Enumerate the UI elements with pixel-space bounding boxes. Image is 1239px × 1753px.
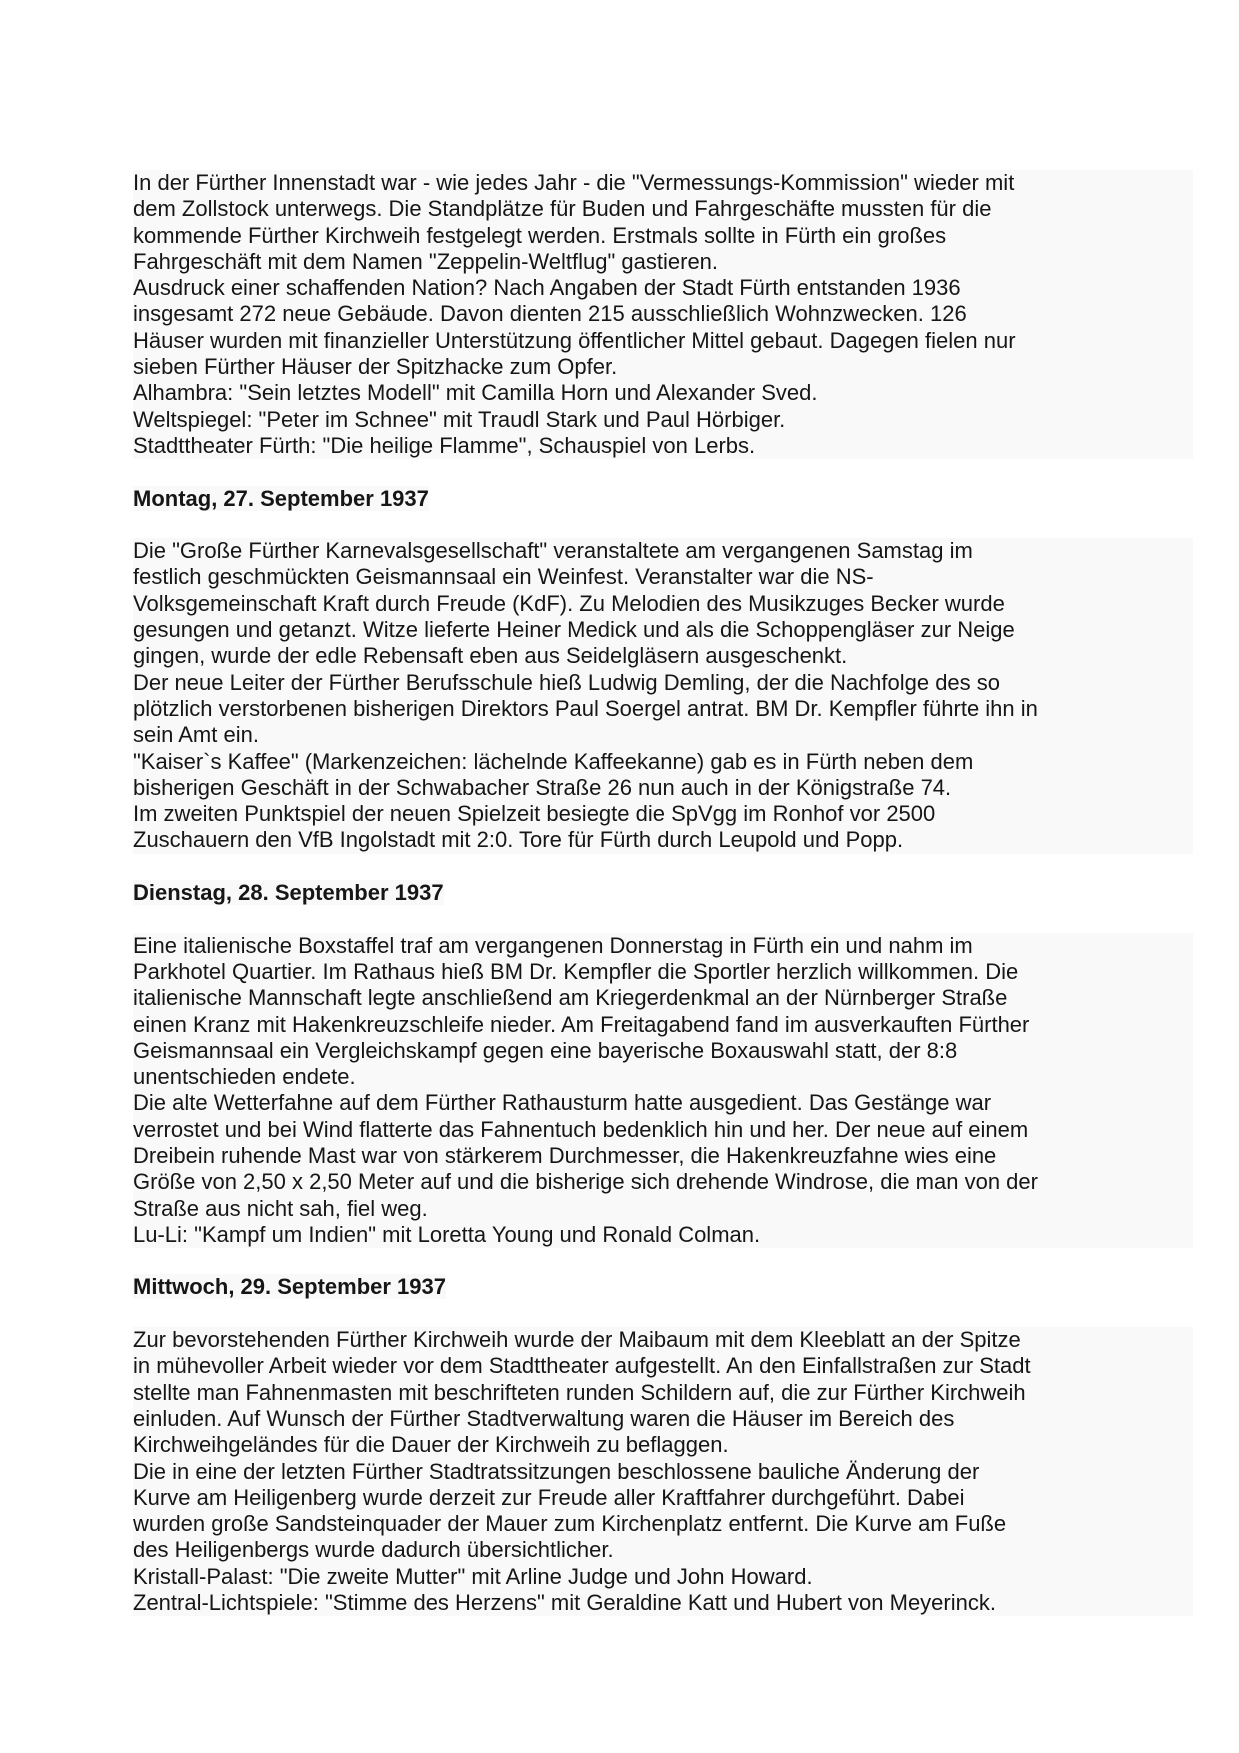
text-line: Die in eine der letzten Fürther Stadtratssitzungen beschlossene bauliche Änderung der xyxy=(133,1459,1193,1485)
text-line: Die "Große Fürther Karnevalsgesellschaft" veranstaltete am vergangenen Samstag im xyxy=(133,538,1193,564)
text-line: einluden. Auf Wunsch der Fürther Stadtverwaltung waren die Häuser im Bereich des xyxy=(133,1406,1193,1432)
paragraph-mittwoch xyxy=(133,1327,1193,1616)
text-line: Zuschauern den VfB Ingolstadt mit 2:0. Tore für Fürth durch Leupold und Popp. xyxy=(133,827,1193,853)
text-line: Zur bevorstehenden Fürther Kirchweih wurde der Maibaum mit dem Kleeblatt an der Spitze xyxy=(133,1327,1193,1353)
text-line: Kristall-Palast: "Die zweite Mutter" mit Arline Judge und John Howard. xyxy=(133,1564,1193,1590)
text-line: dem Zollstock unterwegs. Die Standplätze für Buden und Fahrgeschäfte mussten für die xyxy=(133,196,1193,222)
text-line: italienische Mannschaft legte anschließend am Kriegerdenkmal an der Nürnberger Straße xyxy=(133,985,1193,1011)
text-line: verrostet und bei Wind flatterte das Fahnentuch bedenklich hin und her. Der neue auf einem xyxy=(133,1117,1193,1143)
text-line: festlich geschmückten Geismannsaal ein Weinfest. Veranstalter war die NS- xyxy=(133,564,1193,590)
text-line: des Heiligenbergs wurde dadurch übersichtlicher. xyxy=(133,1537,1193,1563)
section-heading-dienstag xyxy=(133,880,1193,906)
text-line: Geismannsaal ein Vergleichskampf gegen eine bayerische Boxauswahl statt, der 8:8 xyxy=(133,1038,1193,1064)
section-heading-montag-text: Montag, 27. September 1937 xyxy=(133,485,429,511)
text-line: sieben Fürther Häuser der Spitzhacke zum Opfer. xyxy=(133,354,1193,380)
text-line: Kurve am Heiligenberg wurde derzeit zur Freude aller Kraftfahrer durchgeführt. Dabei xyxy=(133,1485,1193,1511)
document-content xyxy=(133,170,1193,1616)
section-heading-mittwoch-text: Mittwoch, 29. September 1937 xyxy=(133,1274,446,1300)
text-line: Fahrgeschäft mit dem Namen "Zeppelin-Weltflug" gastieren. xyxy=(133,249,1193,275)
text-line: plötzlich verstorbenen bisherigen Direktors Paul Soergel antrat. BM Dr. Kempfler führte ihn in xyxy=(133,696,1193,722)
text-line: Dreibein ruhende Mast war von stärkerem Durchmesser, die Hakenkreuzfahne wies eine xyxy=(133,1143,1193,1169)
paragraph-dienstag xyxy=(133,933,1193,1249)
text-line: einen Kranz mit Hakenkreuzschleife nieder. Am Freitagabend fand im ausverkauften Fürther xyxy=(133,1012,1193,1038)
text-line: Weltspiegel: "Peter im Schnee" mit Traudl Stark und Paul Hörbiger. xyxy=(133,407,1193,433)
text-line: Lu-Li: "Kampf um Indien" mit Loretta Young und Ronald Colman. xyxy=(133,1222,1193,1248)
text-line: Größe von 2,50 x 2,50 Meter auf und die bisherige sich drehende Windrose, die man von der xyxy=(133,1169,1193,1195)
text-line: Straße aus nicht sah, fiel weg. xyxy=(133,1196,1193,1222)
text-line: Alhambra: "Sein letztes Modell" mit Camilla Horn und Alexander Sved. xyxy=(133,380,1193,406)
text-line: Häuser wurden mit finanzieller Unterstützung öffentlicher Mittel gebaut. Dagegen fielen nur xyxy=(133,328,1193,354)
text-line: Zentral-Lichtspiele: "Stimme des Herzens" mit Geraldine Katt und Hubert von Meyerinck. xyxy=(133,1590,1193,1616)
text-line: gingen, wurde der edle Rebensaft eben aus Seidelgläsern ausgeschenkt. xyxy=(133,643,1193,669)
text-line: Im zweiten Punktspiel der neuen Spielzeit besiegte die SpVgg im Ronhof vor 2500 xyxy=(133,801,1193,827)
text-line: sein Amt ein. xyxy=(133,722,1193,748)
text-line: Der neue Leiter der Fürther Berufsschule hieß Ludwig Demling, der die Nachfolge des so xyxy=(133,670,1193,696)
text-line: Die alte Wetterfahne auf dem Fürther Rathausturm hatte ausgedient. Das Gestänge war xyxy=(133,1090,1193,1116)
section-heading-mittwoch xyxy=(133,1274,1193,1300)
text-line: Volksgemeinschaft Kraft durch Freude (KdF). Zu Melodien des Musikzuges Becker wurde xyxy=(133,591,1193,617)
text-line: bisherigen Geschäft in der Schwabacher Straße 26 nun auch in der Königstraße 74. xyxy=(133,775,1193,801)
text-line: Stadttheater Fürth: "Die heilige Flamme", Schauspiel von Lerbs. xyxy=(133,433,1193,459)
text-line: insgesamt 272 neue Gebäude. Davon dienten 215 ausschließlich Wohnzwecken. 126 xyxy=(133,301,1193,327)
text-line: Ausdruck einer schaffenden Nation? Nach Angaben der Stadt Fürth entstanden 1936 xyxy=(133,275,1193,301)
text-line: Eine italienische Boxstaffel traf am vergangenen Donnerstag in Fürth ein und nahm im xyxy=(133,933,1193,959)
section-dienstag-28-september-1937 xyxy=(133,880,1193,1248)
section-intro xyxy=(133,170,1193,459)
text-line: in mühevoller Arbeit wieder vor dem Stadttheater aufgestellt. An den Einfallstraßen zur Stadt xyxy=(133,1353,1193,1379)
text-line: stellte man Fahnenmasten mit beschrifteten runden Schildern auf, die zur Fürther Kirchweih xyxy=(133,1380,1193,1406)
text-line: gesungen und getanzt. Witze lieferte Heiner Medick und als die Schoppengläser zur Neige xyxy=(133,617,1193,643)
paragraph-montag xyxy=(133,538,1193,854)
text-line: wurden große Sandsteinquader der Mauer zum Kirchenplatz entfernt. Die Kurve am Fuße xyxy=(133,1511,1193,1537)
paragraph-intro xyxy=(133,170,1193,459)
text-line: kommende Fürther Kirchweih festgelegt werden. Erstmals sollte in Fürth ein großes xyxy=(133,223,1193,249)
text-line: unentschieden endete. xyxy=(133,1064,1193,1090)
section-heading-montag xyxy=(133,486,1193,512)
text-line: Kirchweihgeländes für die Dauer der Kirchweih zu beflaggen. xyxy=(133,1432,1193,1458)
section-mittwoch-29-september-1937 xyxy=(133,1274,1193,1616)
text-line: In der Fürther Innenstadt war - wie jedes Jahr - die "Vermessungs-Kommission" wieder mit xyxy=(133,170,1193,196)
text-line: "Kaiser`s Kaffee" (Markenzeichen: lächelnde Kaffeekanne) gab es in Fürth neben dem xyxy=(133,749,1193,775)
section-montag-27-september-1937 xyxy=(133,486,1193,854)
section-heading-dienstag-text: Dienstag, 28. September 1937 xyxy=(133,880,444,906)
text-line: Parkhotel Quartier. Im Rathaus hieß BM Dr. Kempfler die Sportler herzlich willkommen. Die xyxy=(133,959,1193,985)
